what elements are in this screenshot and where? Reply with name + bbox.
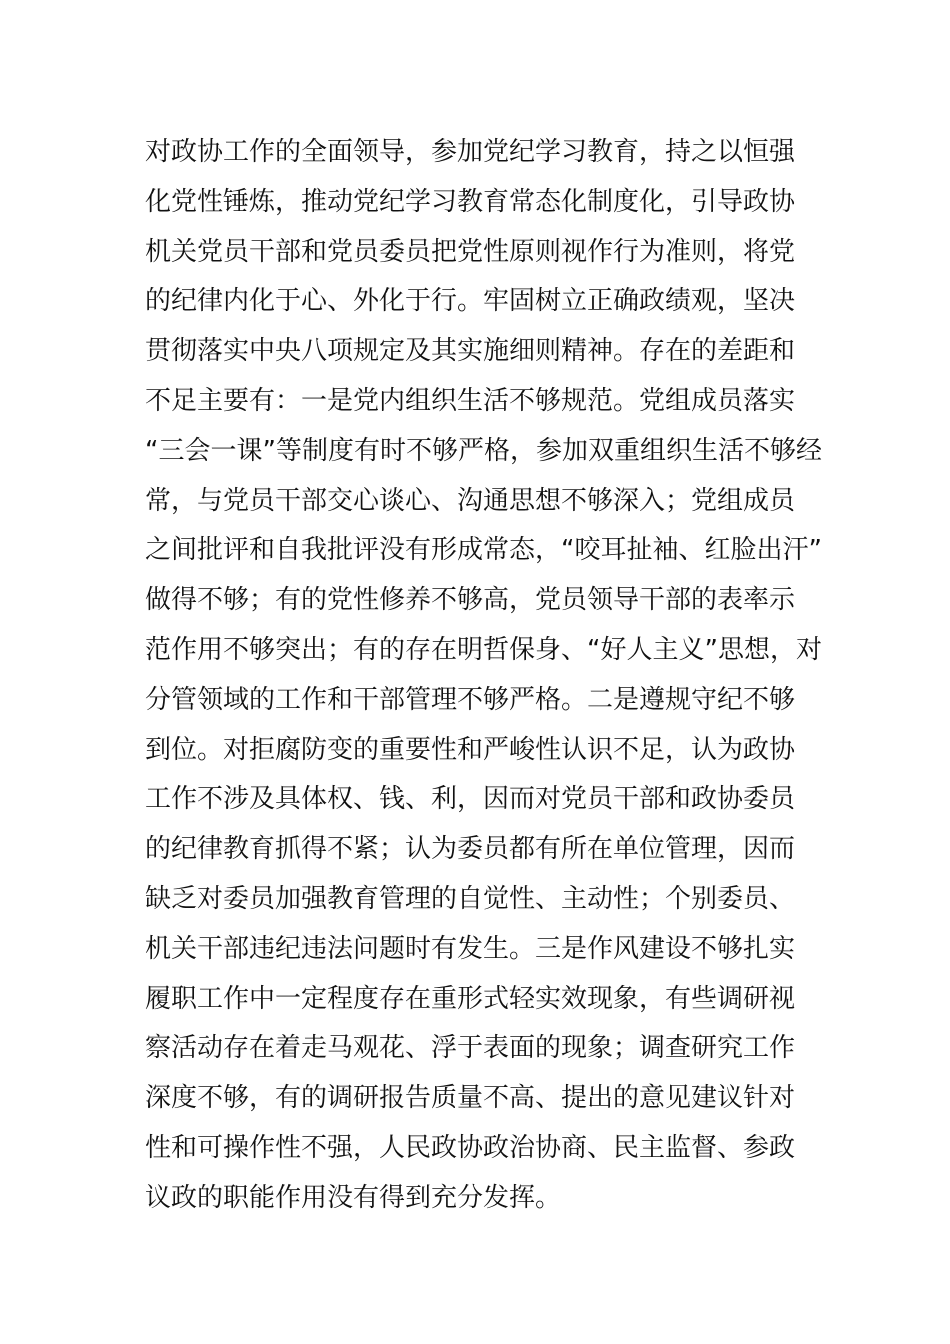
text-line: 履职工作中一定程度存在重形式轻实效现象，有些调研视 — [145, 983, 796, 1014]
text-line: 工作不涉及具体权、钱、利，因而对党员干部和政协委员 — [145, 784, 796, 815]
text-line: 深度不够，有的调研报告质量不高、提出的意见建议针对 — [145, 1083, 796, 1114]
text-line: 对政协工作的全面领导，参加党纪学习教育，持之以恒强 — [145, 137, 796, 167]
text-line: 贯彻落实中央八项规定及其实施细则精神。存在的差距和 — [145, 336, 796, 367]
text-line: 分管领域的工作和干部管理不够严格。二是遵规守纪不够 — [145, 684, 796, 715]
text-line: 范作用不够突出；有的存在明哲保身、“好人主义”思想，对 — [145, 634, 822, 665]
text-line: 缺乏对委员加强教育管理的自觉性、主动性；个别委员、 — [145, 883, 796, 914]
text-line: 议政的职能作用没有得到充分发挥。 — [145, 1182, 562, 1213]
text-line: 化党性锤炼，推动党纪学习教育常态化制度化，引导政协 — [145, 186, 796, 217]
text-line: 性和可操作性不强，人民政协政治协商、民主监督、参政 — [145, 1132, 796, 1163]
text-line: 做得不够；有的党性修养不够高，党员领导干部的表率示 — [145, 585, 796, 616]
text-line: “三会一课”等制度有时不够严格，参加双重组织生活不够经 — [145, 435, 822, 466]
text-line: 察活动存在着走马观花、浮于表面的现象；调查研究工作 — [145, 1033, 796, 1064]
text-line: 的纪律内化于心、外化于行。牢固树立正确政绩观，坚决 — [145, 286, 796, 317]
text-line: 不足主要有：一是党内组织生活不够规范。党组成员落实 — [145, 385, 796, 416]
text-line: 的纪律教育抓得不紧；认为委员都有所在单位管理，因而 — [145, 834, 796, 865]
text-line: 机关干部违纪违法问题时有发生。三是作风建设不够扎实 — [145, 933, 796, 964]
text-line: 常，与党员干部交心谈心、沟通思想不够深入；党组成员 — [145, 485, 796, 516]
text-line: 到位。对拒腐防变的重要性和严峻性认识不足，认为政协 — [145, 734, 796, 765]
body-paragraph — [145, 128, 825, 1224]
text-line: 之间批评和自我批评没有形成常态，“咬耳扯袖、红脸出汗” — [145, 535, 822, 566]
text-line: 机关党员干部和党员委员把党性原则视作行为准则，将党 — [145, 236, 796, 267]
